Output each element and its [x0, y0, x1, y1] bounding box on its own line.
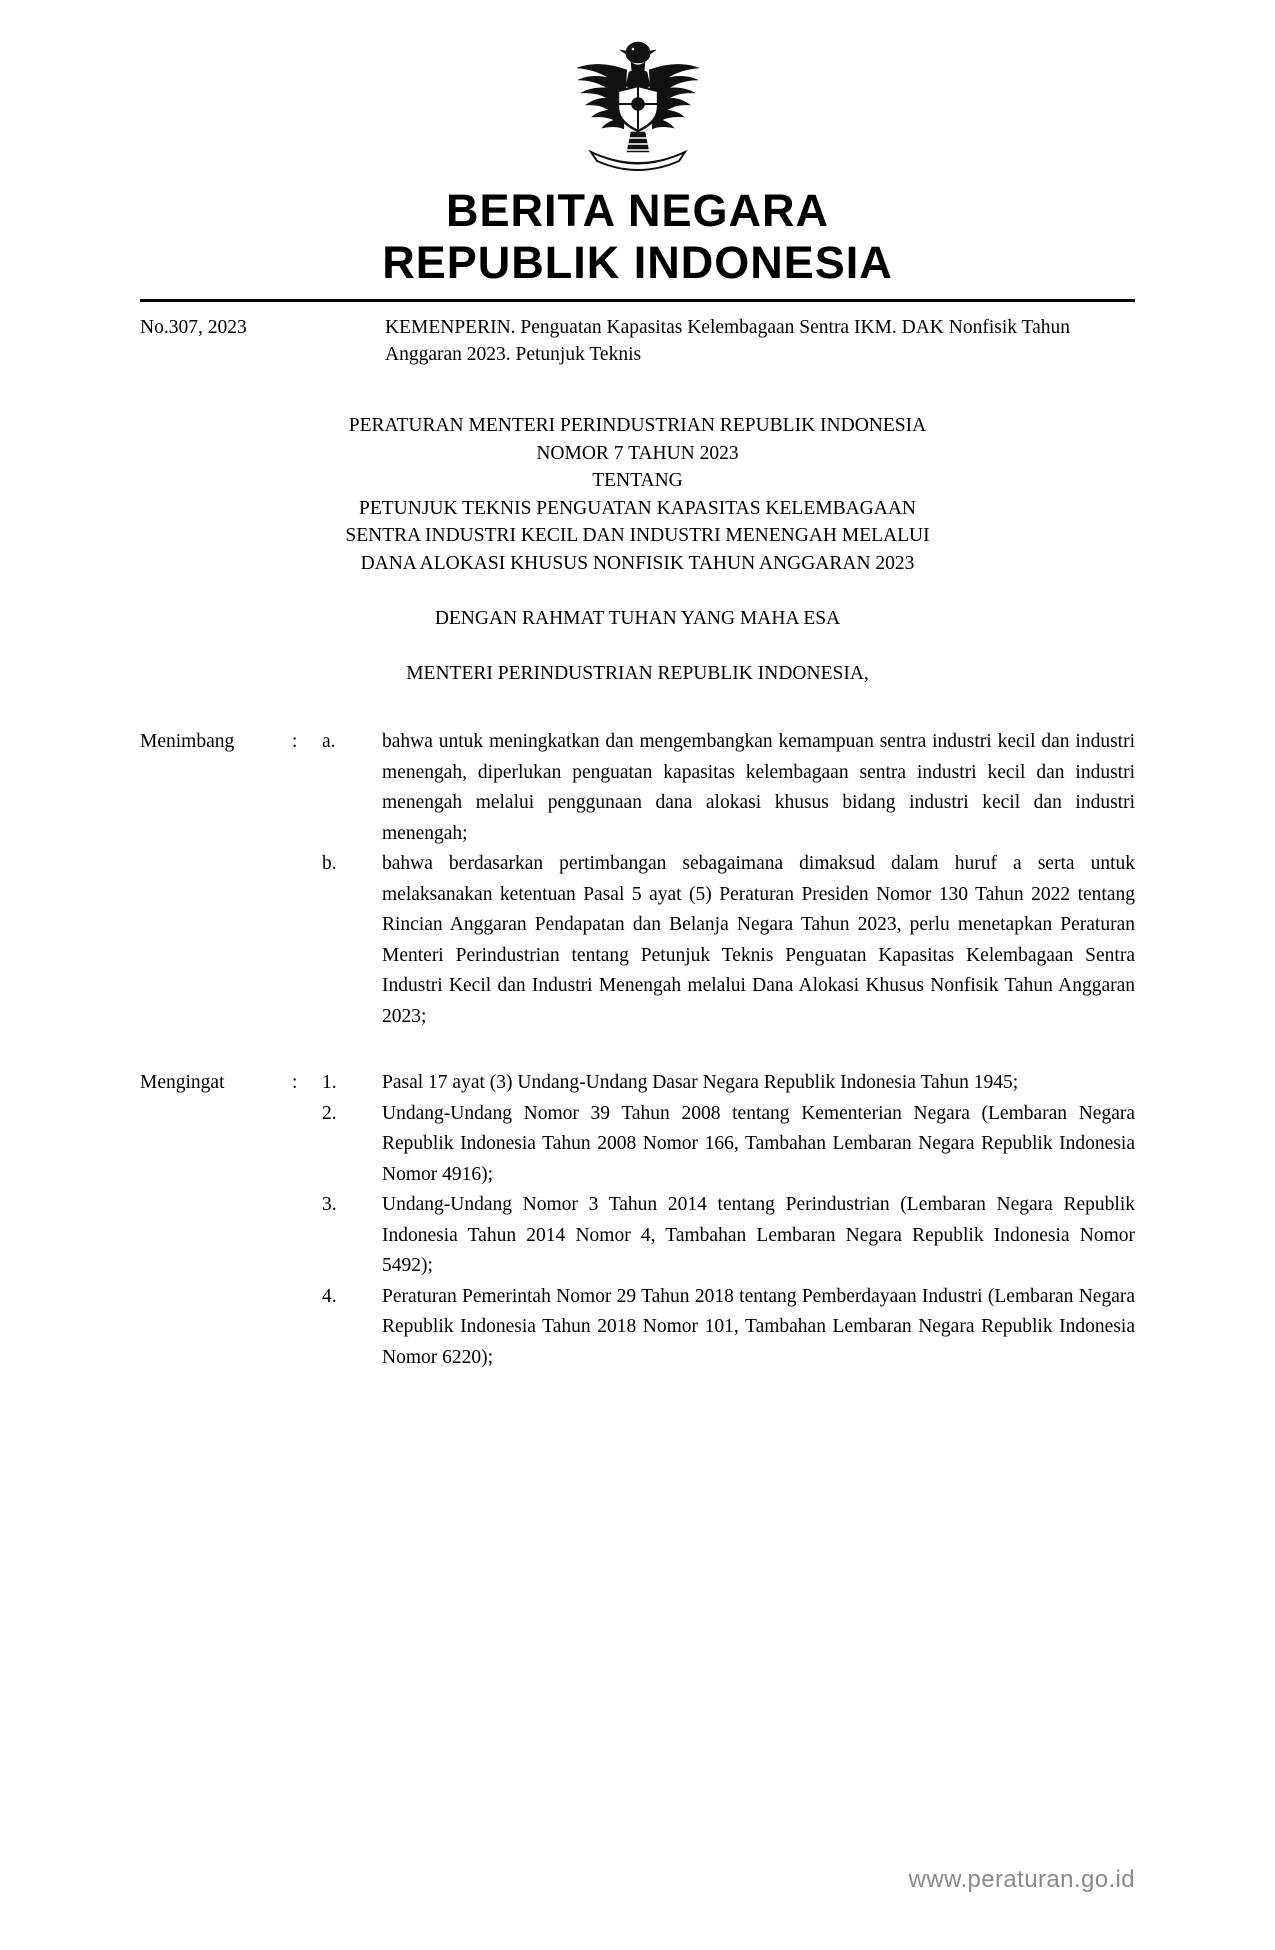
mengingat-colon: :: [292, 1072, 298, 1093]
mengingat-label: Mengingat: [140, 1072, 225, 1093]
item-marker: 4.: [322, 1285, 337, 1307]
list-item: [322, 1282, 1135, 1374]
gazette-number: No.307, 2023: [140, 317, 247, 338]
mengingat-items: [322, 1068, 1135, 1373]
menimbang-colon: :: [292, 731, 298, 752]
garuda-emblem-container: [140, 0, 1135, 179]
item-text: bahwa berdasarkan pertimbangan sebagaimana dimaksud dalam huruf a serta untuk melaksanakan ketentuan Pasal 5 ayat (5) Peraturan Presiden Nomor 130 Tahun 2022 tentang Rincian Anggaran Pendapatan dan Belanja Negara Tahun 2023, perlu menetapkan Peraturan Menteri Perindustrian tentang Petunjuk Teknis Penguatan Kapasitas Kelembagaan Sentra Industri Kecil dan Industri Menengah melalui Dana Alokasi Khusus Nonfisik Tahun Anggaran 2023;: [382, 853, 1135, 1027]
item-marker: a.: [322, 731, 336, 752]
item-text: bahwa untuk meningkatkan dan mengembangkan kemampuan sentra industri kecil dan industri menengah, diperlukan penguatan kapasitas kelembagaan sentra industri kecil dan industri menengah melalui penggunaan dana alokasi khusus bidang industri kecil dan industri menengah;: [382, 731, 1135, 844]
title-line-3: TENTANG: [592, 470, 683, 491]
invocation-line: DENGAN RAHMAT TUHAN YANG MAHA ESA: [434, 608, 841, 629]
item-marker: 1.: [322, 1072, 337, 1093]
title-line-5: SENTRA INDUSTRI KECIL DAN INDUSTRI MENENGAH MELALUI: [345, 525, 930, 546]
item-text: Undang-Undang Nomor 39 Tahun 2008 tentang Kementerian Negara (Lembaran Negara Republik Indonesia Tahun 2008 Nomor 166, Tambahan Lembaran Negara Republik Indonesia Nomor 4916);: [382, 1102, 1135, 1185]
title-line-6: DANA ALOKASI KHUSUS NONFISIK TAHUN ANGGARAN 2023: [360, 552, 915, 574]
garuda-pancasila-icon: [563, 34, 713, 174]
list-item: [322, 1099, 1135, 1191]
menimbang-clause: [140, 727, 1135, 1032]
masthead: [140, 185, 1135, 289]
title-line-1: PERATURAN MENTERI PERINDUSTRIAN REPUBLIK INDONESIA: [348, 415, 927, 436]
issuing-authority-line: MENTERI PERINDUSTRIAN REPUBLIK INDONESIA,: [406, 663, 869, 684]
item-text: Peraturan Pemerintah Nomor 29 Tahun 2018 tentang Pemberdayaan Industri (Lembaran Negara Republik Indonesia Tahun 2018 Nomor 101, Tambahan Lembaran Negara Republik Indonesia Nomor 6220);: [382, 1285, 1135, 1368]
item-text: Pasal 17 ayat (3) Undang-Undang Dasar Negara Republik Indonesia Tahun 1945;: [382, 1072, 1019, 1093]
item-text: Undang-Undang Nomor 3 Tahun 2014 tentang Perindustrian (Lembaran Negara Republik Indonesia Tahun 2014 Nomor 4, Tambahan Lembaran Negara Republik Indonesia Nomor 5492);: [382, 1194, 1135, 1276]
title-line-4: PETUNJUK TEKNIS PENGUATAN KAPASITAS KELEMBAGAAN: [359, 497, 916, 519]
item-marker: b.: [322, 853, 337, 874]
gazette-subject: KEMENPERIN. Penguatan Kapasitas Kelembagaan Sentra IKM. DAK Nonfisik Tahun Anggaran 2023. Petunjuk Teknis: [385, 317, 1070, 365]
mengingat-clause: [140, 1068, 1135, 1373]
list-item: [322, 1190, 1135, 1282]
regulation-title-block: [140, 412, 1135, 577]
list-item: [322, 849, 1135, 1032]
item-marker: 2.: [322, 1102, 337, 1124]
masthead-line-1: BERITA NEGARA: [446, 185, 829, 236]
list-item: [322, 1068, 1135, 1099]
menimbang-label: Menimbang: [140, 731, 235, 752]
header-meta-row: [140, 314, 1135, 368]
list-item: [322, 727, 1135, 849]
masthead-divider: [140, 299, 1135, 302]
masthead-line-2: REPUBLIK INDONESIA: [382, 237, 893, 288]
item-marker: 3.: [322, 1194, 337, 1215]
title-line-2: NOMOR 7 TAHUN 2023: [536, 442, 739, 464]
menimbang-items: [322, 727, 1135, 1032]
footer-watermark: www.peraturan.go.id: [908, 1866, 1135, 1893]
